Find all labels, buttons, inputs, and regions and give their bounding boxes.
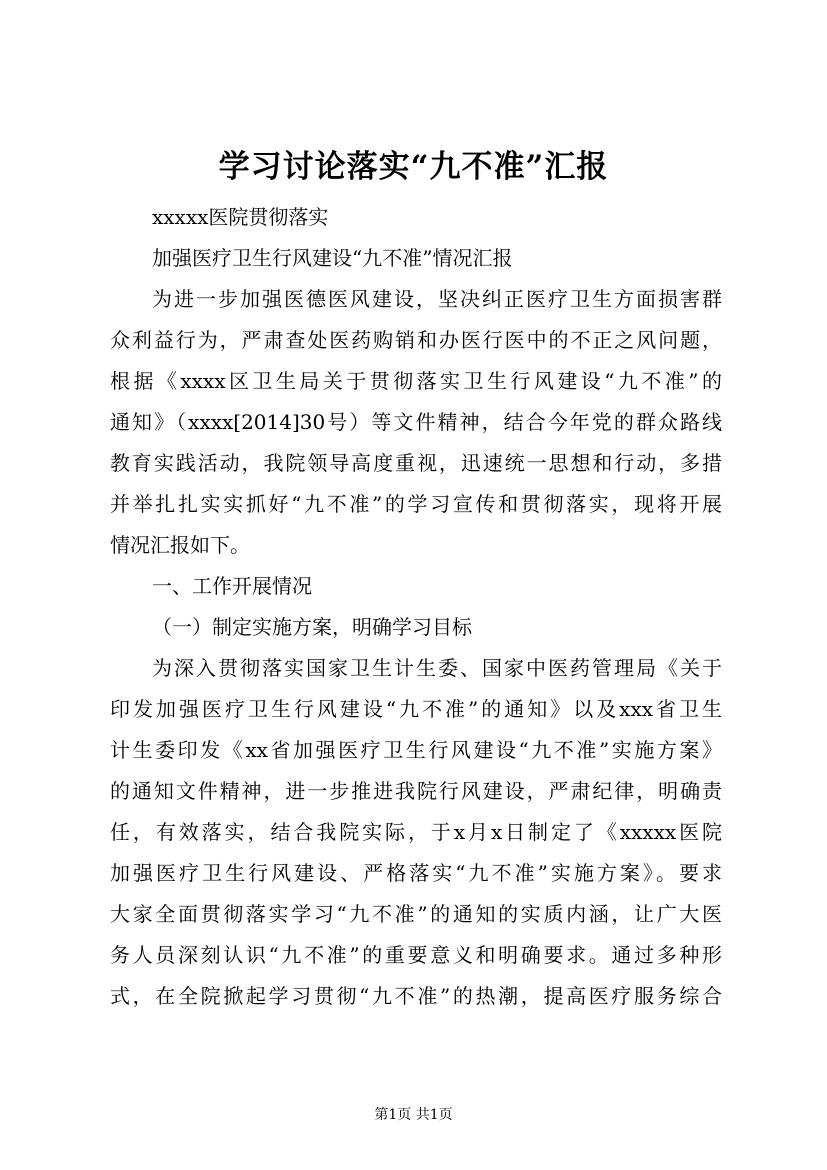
body-line: 计生委印发《xx省加强医疗卫生行风建设“九不准”实施方案》 [110, 738, 722, 762]
body-line: 众利益行为，严肃查处医药购销和办医行医中的不正之风问题， [110, 328, 722, 352]
page-footer: 第1页 共1页 [374, 1107, 453, 1123]
body-line: 为深入贯彻落实国家卫生计生委、国家中医药管理局《关于 [152, 656, 722, 680]
body-line: 通知》（xxxx[2014]30号）等文件精神，结合今年党的群众路线 [110, 410, 722, 434]
body-line: 印发加强医疗卫生行风建设“九不准”的通知》以及xxx省卫生 [110, 697, 722, 721]
body-line: 加强医疗卫生行风建设、严格落实“九不准”实施方案》。要求 [110, 861, 722, 885]
section-heading: 一、工作开展情况 [152, 574, 312, 598]
subsection-heading: （一）制定实施方案，明确学习目标 [152, 615, 472, 639]
body-line: 式，在全院掀起学习贯彻“九不准”的热潮，提高医疗服务综合 [110, 984, 722, 1008]
body-line: 并举扎扎实实抓好“九不准”的学习宣传和贯彻落实，现将开展 [110, 492, 722, 516]
body-line: 情况汇报如下。 [110, 533, 250, 557]
document-title: 学习讨论落实“九不准”汇报 [218, 149, 609, 185]
body-line: 任，有效落实，结合我院实际，于x月x日制定了《xxxxx医院 [110, 820, 722, 844]
body-line: 教育实践活动，我院领导高度重视，迅速统一思想和行动，多措 [110, 451, 722, 475]
body-line: 务人员深刻认识“九不准”的重要意义和明确要求。通过多种形 [110, 943, 722, 967]
document-body [110, 197, 722, 1017]
body-line: 为进一步加强医德医风建设，坚决纠正医疗卫生方面损害群 [152, 287, 722, 311]
body-line: 加强医疗卫生行风建设“九不准”情况汇报 [152, 246, 513, 270]
body-line: 大家全面贯彻落实学习“九不准”的通知的实质内涵，让广大医 [110, 902, 722, 926]
body-line: 根据《xxxx区卫生局关于贯彻落实卫生行风建设“九不准”的 [110, 369, 722, 393]
body-line: xxxxx医院贯彻落实 [152, 205, 329, 229]
body-line: 的通知文件精神，进一步推进我院行风建设，严肃纪律，明确责 [110, 779, 722, 803]
